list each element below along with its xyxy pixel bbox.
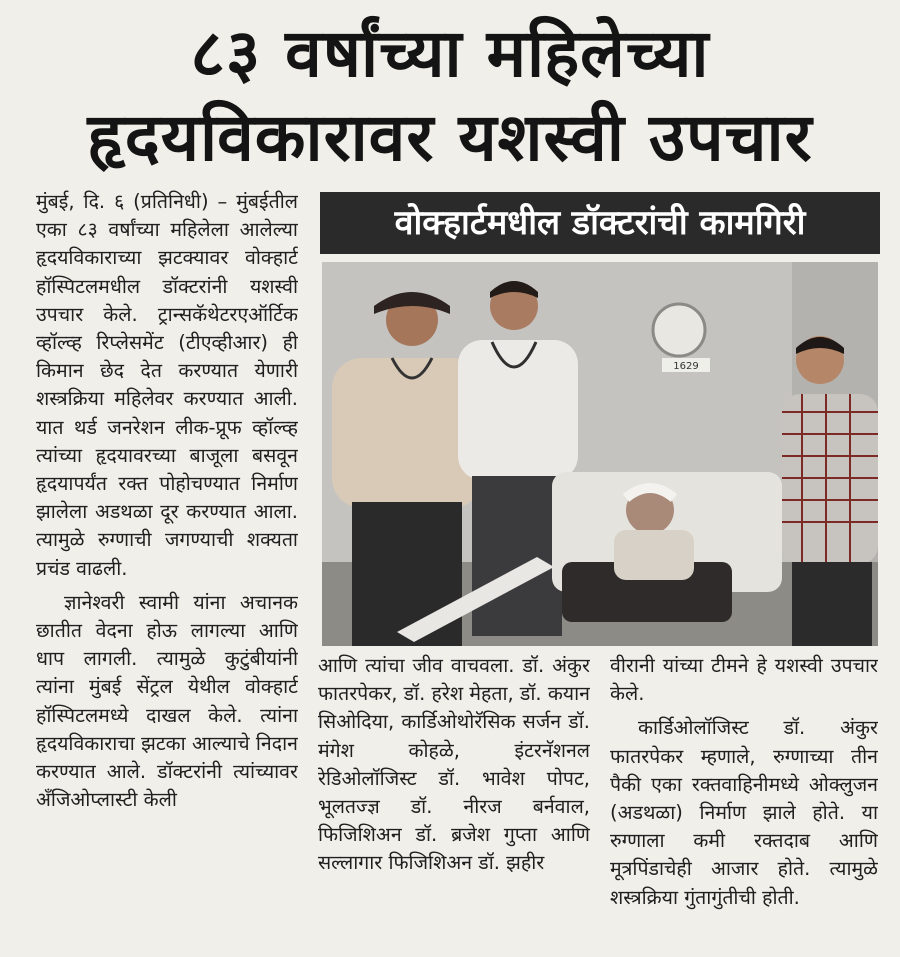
- headline-line-1: ८३ वर्षांच्या महिलेच्या: [190, 15, 710, 92]
- subheadline: वोक्हार्टमधील डॉक्टरांची कामगिरी: [320, 192, 880, 254]
- paragraph: ज्ञानेश्वरी स्वामी यांना अचानक छातीत वेदना होऊ लागल्या आणि धाप लागली. त्यामुळे कुटुंबीयांनी त्यांना मुंबई सेंट्रल येथील वोक्हार्ट हॉस्पिटलमध्ये दाखल केले. त्यांना हृदयविकाराचा झटका आल्याचे निदान करण्यात आले. डॉक्टरांनी त्यांच्यावर अँजिओप्लास्टी केली: [36, 590, 298, 812]
- paragraph: मुंबई, दि. ६ (प्रतिनिधी) – मुंबईतील एका ८३ वर्षांच्या महिलेला आलेल्या हृदयविकाराच्या झटक्यावर वोक्हार्ट हॉस्पिटलमधील डॉक्टरांनी यशस्वी उपचार केले. ट्रान्सकॅथेटरएऑर्टिक व्हॉल्व्ह रिप्लेसमेंट (टीएव्हीआर) ही किमान छेद देत करण्यात येणारी शस्त्रक्रिया महिलेवर करण्यात आली. यात थर्ड जनरेशन लीक-प्रूफ व्हॉल्व्ह त्यांच्या हृदयावरच्या बाजूला बसवून हृदयापर्यंत रक्त पोहोचण्यात निर्माण झालेला अडथळा दूर करण्यात आला. त्यामुळे रुग्णाची जगण्याची शक्यता प्रचंड वाढली.: [36, 190, 298, 580]
- article-column-1: [36, 188, 298, 948]
- paragraph: आणि त्यांचा जीव वाचवला. डॉ. अंकुर फातरपेकर, डॉ. हरेश मेहता, डॉ. कयान सिओदिया, कार्डिओथोरॅसिक सर्जन डॉ. मंगेश कोहळे, इंटरनॅशनल रेडिओलॉजिस्ट डॉ. भावेश पोपट, भूलतज्ज्ञ डॉ. नीरज बर्नवाल, फिजिशिअन डॉ. ब्रजेश गुप्ता आणि सल्लागार फिजिशिअन डॉ. झहीर: [318, 654, 590, 875]
- paragraph: कार्डिओलॉजिस्ट डॉ. अंकुर फातरपेकर म्हणाले, रुग्णाच्या तीन पैकी एका रक्तवाहिनीमध्ये ओक्लुजन (अडथळा) निर्माण झाले होते. या रुग्णाला कमी रक्तदाब आणि मूत्रपिंडाचेही आजार होते. त्यामुळे शस्त्रक्रिया गुंतागुंतीची होती.: [610, 716, 878, 909]
- headline-line-2: हृदयविकारावर यशस्वी उपचार: [87, 99, 813, 176]
- article-column-2: [318, 652, 590, 952]
- article-column-3: [610, 652, 878, 952]
- room-number-sign: 1629: [673, 361, 699, 372]
- hospital-ward-photo: [322, 262, 878, 646]
- photo-illustration: [322, 262, 878, 646]
- paragraph: वीरानी यांच्या टीमने हे यशस्वी उपचार केले.: [610, 654, 878, 706]
